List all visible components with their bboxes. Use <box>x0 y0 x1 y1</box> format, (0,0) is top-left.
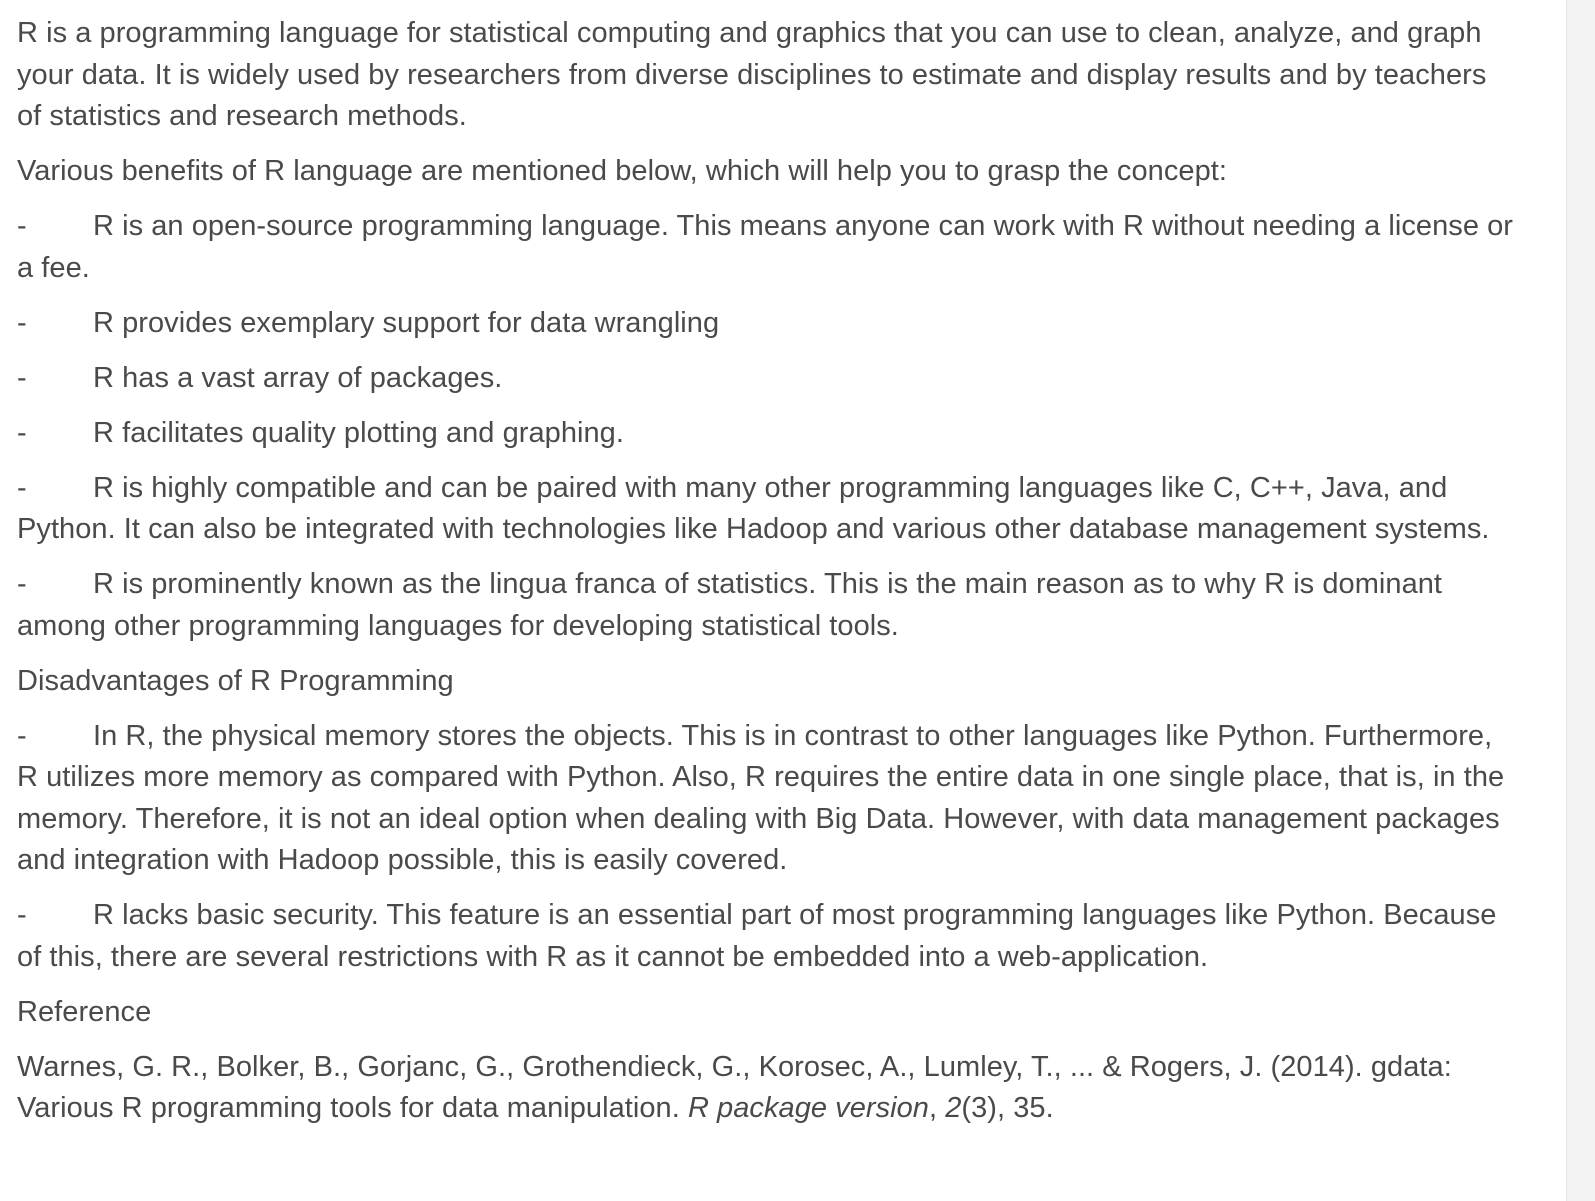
bullet-dash: - <box>17 210 27 242</box>
citation-issue-pages: (3), 35. <box>961 1092 1054 1124</box>
bullet-dash: - <box>17 471 27 504</box>
scrollbar-track[interactable] <box>1566 0 1595 1201</box>
disadvantage-item <box>17 716 1517 882</box>
benefit-item <box>17 564 1517 647</box>
disadvantage-text: R lacks basic security. This feature is an essential part of most programming languages like Python. Because of this, there are several restrictions with R as it cannot be embedded into a web-application. <box>17 899 1497 973</box>
benefit-text: R facilitates quality plotting and graphing. <box>93 416 624 449</box>
bullet-dash: - <box>17 899 27 931</box>
disadvantage-item <box>17 895 1517 978</box>
bullet-dash: - <box>17 416 27 449</box>
benefit-text: R is highly compatible and can be paired with many other programming languages like C, C++, Java, and Python. It can also be integrated with technologies like Hadoop and various other database management systems. <box>17 471 1490 545</box>
benefit-item <box>17 358 1517 400</box>
intro-paragraph: R is a programming language for statistical computing and graphics that you can use to clean, analyze, and graph your data. It is widely used by researchers from diverse disciplines to estimate and display results and by teachers of statistics and research methods. <box>17 17 1487 132</box>
disadvantage-text: In R, the physical memory stores the objects. This is in contrast to other languages like Python. Furthermore, R utilizes more memory as compared with Python. Also, R requires the entire data in one single place, that is, in the memory. Therefore, it is not an ideal option when dealing with Big Data. However, with data management packages and integration with Hadoop possible, this is easily covered. <box>17 719 1505 876</box>
citation-volume: 2 <box>945 1092 962 1124</box>
citation-journal: R package version <box>687 1092 929 1124</box>
reference-citation <box>17 1047 1517 1130</box>
disadvantages-heading: Disadvantages of R Programming <box>17 664 454 697</box>
bullet-dash: - <box>17 361 27 394</box>
benefit-text: R is an open-source programming language. This means anyone can work with R without needing a license or a fee. <box>17 210 1513 284</box>
benefit-item <box>17 206 1517 289</box>
benefit-item <box>17 468 1517 551</box>
benefit-text: R is prominently known as the lingua franca of statistics. This is the main reason as to why R is dominant among other programming languages for developing statistical tools. <box>17 568 1443 642</box>
bullet-dash: - <box>17 568 27 600</box>
bullet-dash: - <box>17 306 27 339</box>
benefits-intro: Various benefits of R language are mentioned below, which will help you to grasp the concept: <box>17 155 1227 187</box>
citation-authors-title: Warnes, G. R., Bolker, B., Gorjanc, G., Grothendieck, G., Korosec, A., Lumley, T., ... & Rogers, J. (2014). gdata: Various R programming tools for data manipulation. <box>17 1050 1452 1124</box>
reference-heading: Reference <box>17 995 152 1028</box>
benefit-text: R provides exemplary support for data wrangling <box>93 306 720 339</box>
citation-separator: , <box>929 1092 946 1124</box>
benefit-text: R has a vast array of packages. <box>93 361 503 394</box>
bullet-dash: - <box>17 719 27 752</box>
benefit-item <box>17 413 1517 455</box>
benefit-item <box>17 303 1517 345</box>
document-body <box>17 13 1517 1143</box>
